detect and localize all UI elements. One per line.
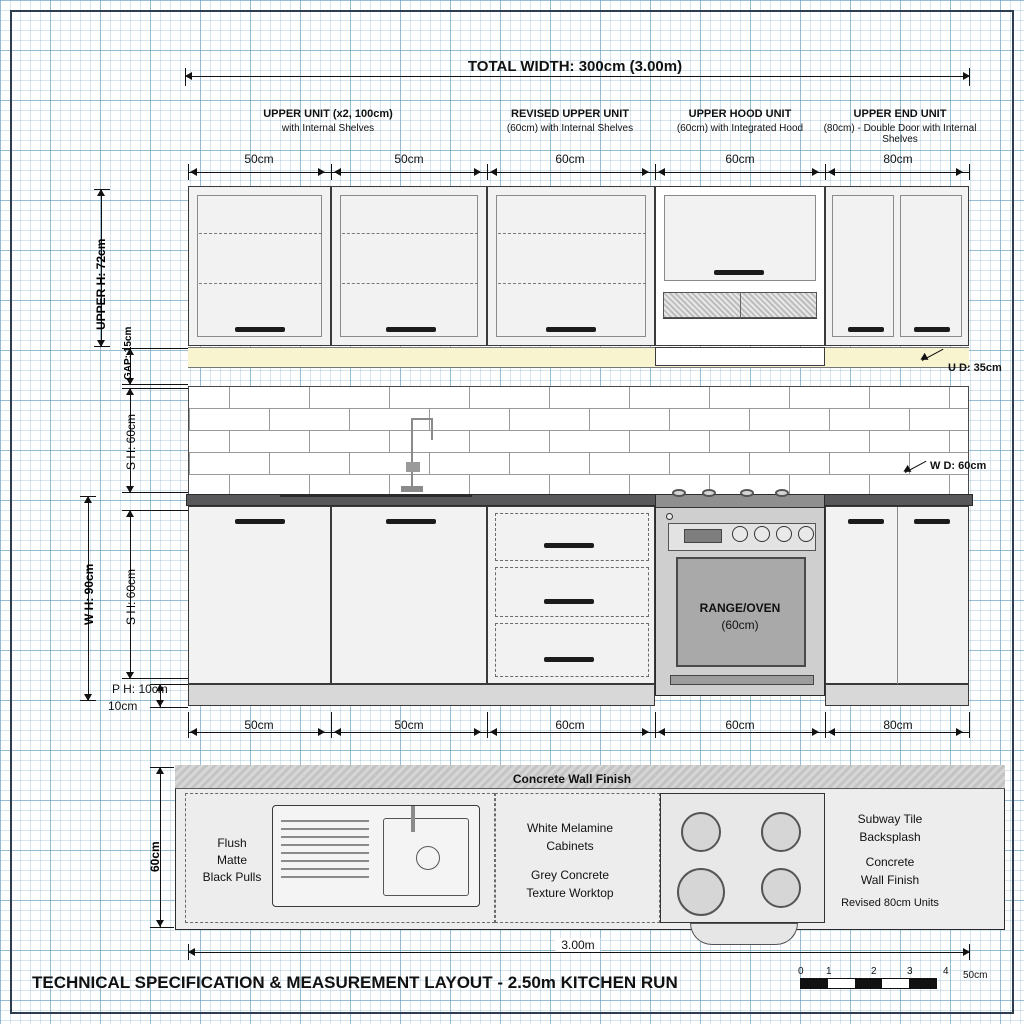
- upper-width-50b: 50cm: [394, 152, 424, 166]
- base-drawer-unit-60[interactable]: [487, 506, 655, 684]
- plan-wall-label: Concrete Wall Finish: [512, 772, 632, 786]
- worktop-h-tick-top: [80, 496, 96, 497]
- plan-note-right-3: Concrete: [865, 855, 915, 869]
- base-tick-0: [188, 712, 189, 738]
- range-size: (60cm): [721, 618, 759, 632]
- plan-note-right-2: Backsplash: [859, 830, 921, 844]
- upper-width-80: 80cm: [883, 152, 913, 166]
- gap-label: GAP: 15cm: [123, 326, 134, 380]
- seg-arrow-h: [812, 168, 819, 176]
- splash-ext-bot: [122, 492, 188, 493]
- base-width-60b: 60cm: [725, 718, 755, 732]
- plan-note-left-1: Flush: [217, 836, 247, 850]
- plan-note-mid-2: Cabinets: [546, 839, 594, 853]
- plan-note-left-3: Black Pulls: [202, 870, 262, 884]
- upper-segment-dimline: [188, 172, 970, 173]
- gap-ext-bot: [122, 384, 188, 385]
- upper-unit-3-title: UPPER HOOD UNIT: [688, 108, 792, 120]
- plan-depth-arrow-up: [156, 767, 164, 774]
- seg-tick-0: [188, 164, 189, 180]
- base-arrow-d: [474, 728, 481, 736]
- scale-tick-1: 1: [826, 966, 832, 977]
- total-width-dimline: [185, 76, 970, 77]
- plan-note-right-5: Revised 80cm Units: [841, 897, 939, 909]
- scale-tick-3: 3: [907, 966, 913, 977]
- plan-width-dimline: [188, 952, 970, 953]
- upper-unit-1-subtitle: with Internal Shelves: [281, 123, 375, 134]
- worktop-h-arrow-up: [84, 496, 92, 503]
- upper-width-50a: 50cm: [244, 152, 274, 166]
- under-cabinet-gap-band: [188, 347, 969, 368]
- upper-unit-1-title: UPPER UNIT (x2, 100cm): [263, 108, 393, 120]
- upper-cabinet-60-revised[interactable]: [487, 186, 655, 346]
- plan-sink[interactable]: [272, 805, 480, 907]
- base-arrow-c: [334, 728, 341, 736]
- base-width-60a: 60cm: [555, 718, 585, 732]
- base-h-ext-bot: [122, 678, 188, 679]
- seg-tick-5: [969, 164, 970, 180]
- splash-arrow-up: [126, 388, 134, 395]
- base-arrow-f: [642, 728, 649, 736]
- plan-width-arrow-left: [188, 948, 195, 956]
- upper-cabinet-50b[interactable]: [331, 186, 487, 346]
- plan-note-left-2: Matte: [216, 853, 248, 867]
- plan-note-mid-4: Texture Worktop: [526, 886, 614, 900]
- drawing-title: TECHNICAL SPECIFICATION & MEASUREMENT LAYOUT - 2.50m KITCHEN RUN: [32, 973, 678, 992]
- upper-h-arrow-up: [97, 189, 105, 196]
- splash-h-label: S H: 60cm: [124, 413, 138, 470]
- base-cabinet-50a[interactable]: [188, 506, 331, 684]
- seg-arrow-j: [956, 168, 963, 176]
- plan-depth-tick-bot: [150, 927, 174, 928]
- plinth-ext-bot: [150, 707, 188, 708]
- base-arrow-g: [658, 728, 665, 736]
- plan-width-label: 3.00m: [555, 938, 600, 952]
- subway-tile-backsplash: [188, 386, 969, 495]
- plinth-h-label: P H: 10cm: [112, 682, 168, 696]
- base-tick-3: [655, 712, 656, 738]
- faucet-handle: [406, 462, 420, 472]
- seg-arrow-e: [490, 168, 497, 176]
- base-arrow-j: [956, 728, 963, 736]
- seg-arrow-d: [474, 168, 481, 176]
- hood-base-line: [663, 318, 817, 319]
- plan-depth-label: 60cm: [148, 841, 162, 872]
- upper-unit-3-subtitle: (60cm) with Integrated Hood: [676, 123, 804, 134]
- upper-h-tick-top: [94, 189, 110, 190]
- upper-end-unit-80[interactable]: [825, 186, 969, 346]
- upper-unit-2-subtitle: (60cm) with Internal Shelves: [506, 123, 634, 134]
- seg-tick-2: [487, 164, 488, 180]
- faucet-base: [401, 486, 423, 492]
- upper-depth-label-line1: U D: 35cm: [948, 362, 1002, 374]
- plinth-left: [188, 684, 655, 706]
- faucet-drop: [431, 418, 433, 440]
- plan-note-right-4: Wall Finish: [860, 873, 920, 887]
- scale-tick-4: 4: [943, 966, 949, 977]
- hood-gap-segment: [655, 347, 825, 366]
- upper-unit-4-title: UPPER END UNIT: [853, 108, 947, 120]
- faucet-stem: [411, 418, 413, 490]
- hood-grill-divider: [740, 293, 741, 317]
- seg-tick-1: [331, 164, 332, 180]
- base-h-ext-top: [122, 510, 188, 511]
- upper-h-tick-bot: [94, 346, 110, 347]
- scale-unit-label: 50cm: [963, 970, 988, 981]
- total-width-tick-left: [185, 68, 186, 86]
- scale-tick-0: 0: [798, 966, 804, 977]
- range-oven[interactable]: [655, 494, 825, 696]
- upper-hood-unit[interactable]: [655, 186, 825, 346]
- plan-width-tick-right: [969, 944, 970, 960]
- seg-arrow-a: [190, 168, 197, 176]
- base-arrow-i: [828, 728, 835, 736]
- scale-bar: [800, 978, 937, 989]
- plan-note-right-1: Subway Tile: [857, 812, 923, 826]
- splash-ext-top: [122, 388, 188, 389]
- base-h-label: S H: 60cm: [124, 568, 138, 625]
- total-width-tick-right: [969, 68, 970, 86]
- base-arrow-h: [812, 728, 819, 736]
- base-tick-4: [825, 712, 826, 738]
- upper-h-label: UPPER H: 72cm: [94, 238, 108, 330]
- upper-width-60a: 60cm: [555, 152, 585, 166]
- base-end-unit-80[interactable]: [825, 506, 969, 684]
- sink-opening: [280, 494, 472, 497]
- base-width-50a: 50cm: [244, 718, 274, 732]
- seg-arrow-b: [318, 168, 325, 176]
- base-arrow-b: [318, 728, 325, 736]
- total-width-arrow-left: [185, 72, 192, 80]
- base-arrow-e: [490, 728, 497, 736]
- upper-unit-4-subtitle: (80cm) - Double Door with Internal Shelves: [823, 123, 977, 145]
- upper-cabinet-50a[interactable]: [188, 186, 331, 346]
- worktop-h-tick-bot: [80, 700, 96, 701]
- seg-tick-3: [655, 164, 656, 180]
- total-width-label: TOTAL WIDTH: 300cm (3.00m): [467, 58, 683, 75]
- base-tick-1: [331, 712, 332, 738]
- seg-arrow-c: [334, 168, 341, 176]
- plan-note-mid-3: Grey Concrete: [530, 868, 610, 882]
- upper-width-60b: 60cm: [725, 152, 755, 166]
- seg-tick-4: [825, 164, 826, 180]
- base-tick-5: [969, 712, 970, 738]
- base-h-arrow-up: [126, 510, 134, 517]
- seg-arrow-f: [642, 168, 649, 176]
- base-width-80: 80cm: [883, 718, 913, 732]
- plan-hob[interactable]: [660, 793, 825, 923]
- base-segment-dimline: [188, 732, 970, 733]
- faucet-spout: [411, 418, 433, 420]
- scale-tick-2: 2: [871, 966, 877, 977]
- plan-note-mid-1: White Melamine: [526, 821, 614, 835]
- upper-unit-2-title: REVISED UPPER UNIT: [511, 108, 629, 120]
- plinth-h-value: 10cm: [108, 699, 138, 713]
- worktop-h-label: W H: 90cm: [82, 563, 96, 625]
- plinth-right: [825, 684, 969, 706]
- base-width-50b: 50cm: [394, 718, 424, 732]
- plan-mid-run: [495, 793, 660, 923]
- plan-width-tick-left: [188, 944, 189, 960]
- plinth-arrow-down: [156, 700, 164, 707]
- range-label: RANGE/OVEN: [699, 601, 781, 615]
- base-arrow-a: [190, 728, 197, 736]
- plan-depth-tick-top: [150, 767, 174, 768]
- base-tick-2: [487, 712, 488, 738]
- plan-oven-handle: [690, 923, 798, 945]
- plan-depth-arrow-down: [156, 920, 164, 927]
- seg-arrow-g: [658, 168, 665, 176]
- seg-arrow-i: [828, 168, 835, 176]
- worktop-depth-label: W D: 60cm: [930, 460, 987, 472]
- base-cabinet-50b[interactable]: [331, 506, 487, 684]
